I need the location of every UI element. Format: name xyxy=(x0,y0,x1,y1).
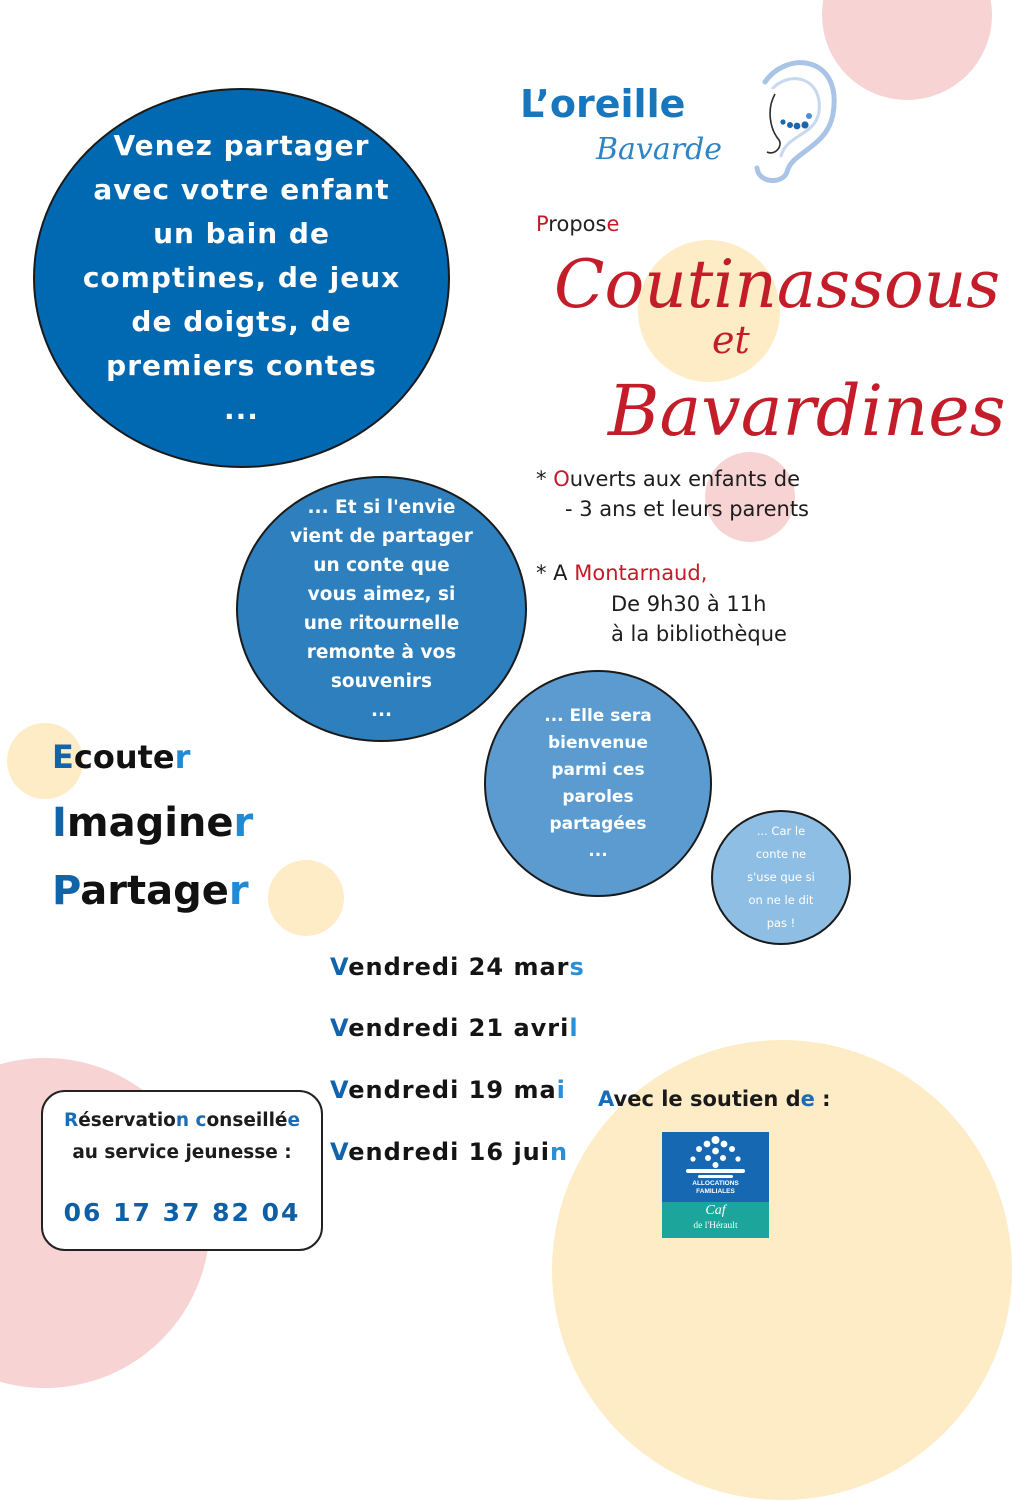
event-title-line2: Bavardines xyxy=(608,370,1006,452)
bubble-main-text: Venez partager avec votre enfant un bain de comptines, de jeux de doigts, de premiers contes ... xyxy=(82,129,401,426)
caf-department: de l'Hérault xyxy=(693,1221,738,1231)
decorative-pink-blob-top-right xyxy=(822,0,992,100)
logo-subtitle: Bavarde xyxy=(596,132,723,167)
family-figures-icon xyxy=(684,1135,747,1179)
phone-number[interactable]: 06 17 37 82 04 xyxy=(63,1198,301,1227)
verb-imaginer: Imaginer xyxy=(52,800,254,846)
info-location: à la bibliothèque xyxy=(611,622,787,646)
info-time: De 9h30 à 11h xyxy=(611,592,767,616)
caf-name: Caf xyxy=(705,1203,726,1218)
decorative-peach-blob-partager xyxy=(268,860,344,936)
date-item: Vendredi 16 juin xyxy=(330,1138,569,1166)
bubble-fourth xyxy=(711,810,851,945)
propose-label: Propose xyxy=(536,212,620,236)
logo xyxy=(520,56,830,186)
verb-partager: Partager xyxy=(52,868,249,914)
bubble-third-text: ... Elle sera bienvenue parmi ces paroles partagées ... xyxy=(544,705,652,861)
bubble-second-text: ... Et si l'envie vient de partager un conte que vous aimez, si une ritournelle remonte à vos souvenirs ... xyxy=(290,497,473,721)
logo-title: L’oreille xyxy=(520,82,686,126)
bubble-main xyxy=(33,88,450,468)
ear-icon xyxy=(735,56,831,186)
reservation-line2: au service jeunesse : xyxy=(72,1142,292,1163)
support-label: Avec le soutien de : xyxy=(598,1087,831,1111)
caf-logo xyxy=(662,1132,769,1238)
event-title-line1: Coutinassous xyxy=(554,246,1001,323)
reservation-box xyxy=(41,1090,323,1251)
verb-ecouter: Ecouter xyxy=(52,738,191,776)
caf-logo-bottom xyxy=(662,1202,769,1238)
reservation-line1: Réservation conseillée xyxy=(63,1110,301,1131)
bubble-second xyxy=(236,476,527,742)
info-audience-line2: - 3 ans et leurs parents xyxy=(565,497,810,521)
info-place: * A Montarnaud, xyxy=(536,561,708,585)
caf-logo-top xyxy=(662,1132,769,1202)
date-item: Vendredi 19 mai xyxy=(330,1076,566,1104)
caf-label: ALLOCATIONS FAMILIALES xyxy=(692,1180,739,1195)
date-item: Vendredi 24 mars xyxy=(330,953,585,981)
event-title-and: et xyxy=(712,318,750,362)
bubble-third xyxy=(484,670,712,897)
info-audience: * Ouverts aux enfants de xyxy=(536,467,801,491)
bubble-fourth-text: ... Car le conte ne s'use que si on ne le dit pas ! xyxy=(747,824,815,930)
date-item: Vendredi 21 avril xyxy=(330,1014,579,1042)
